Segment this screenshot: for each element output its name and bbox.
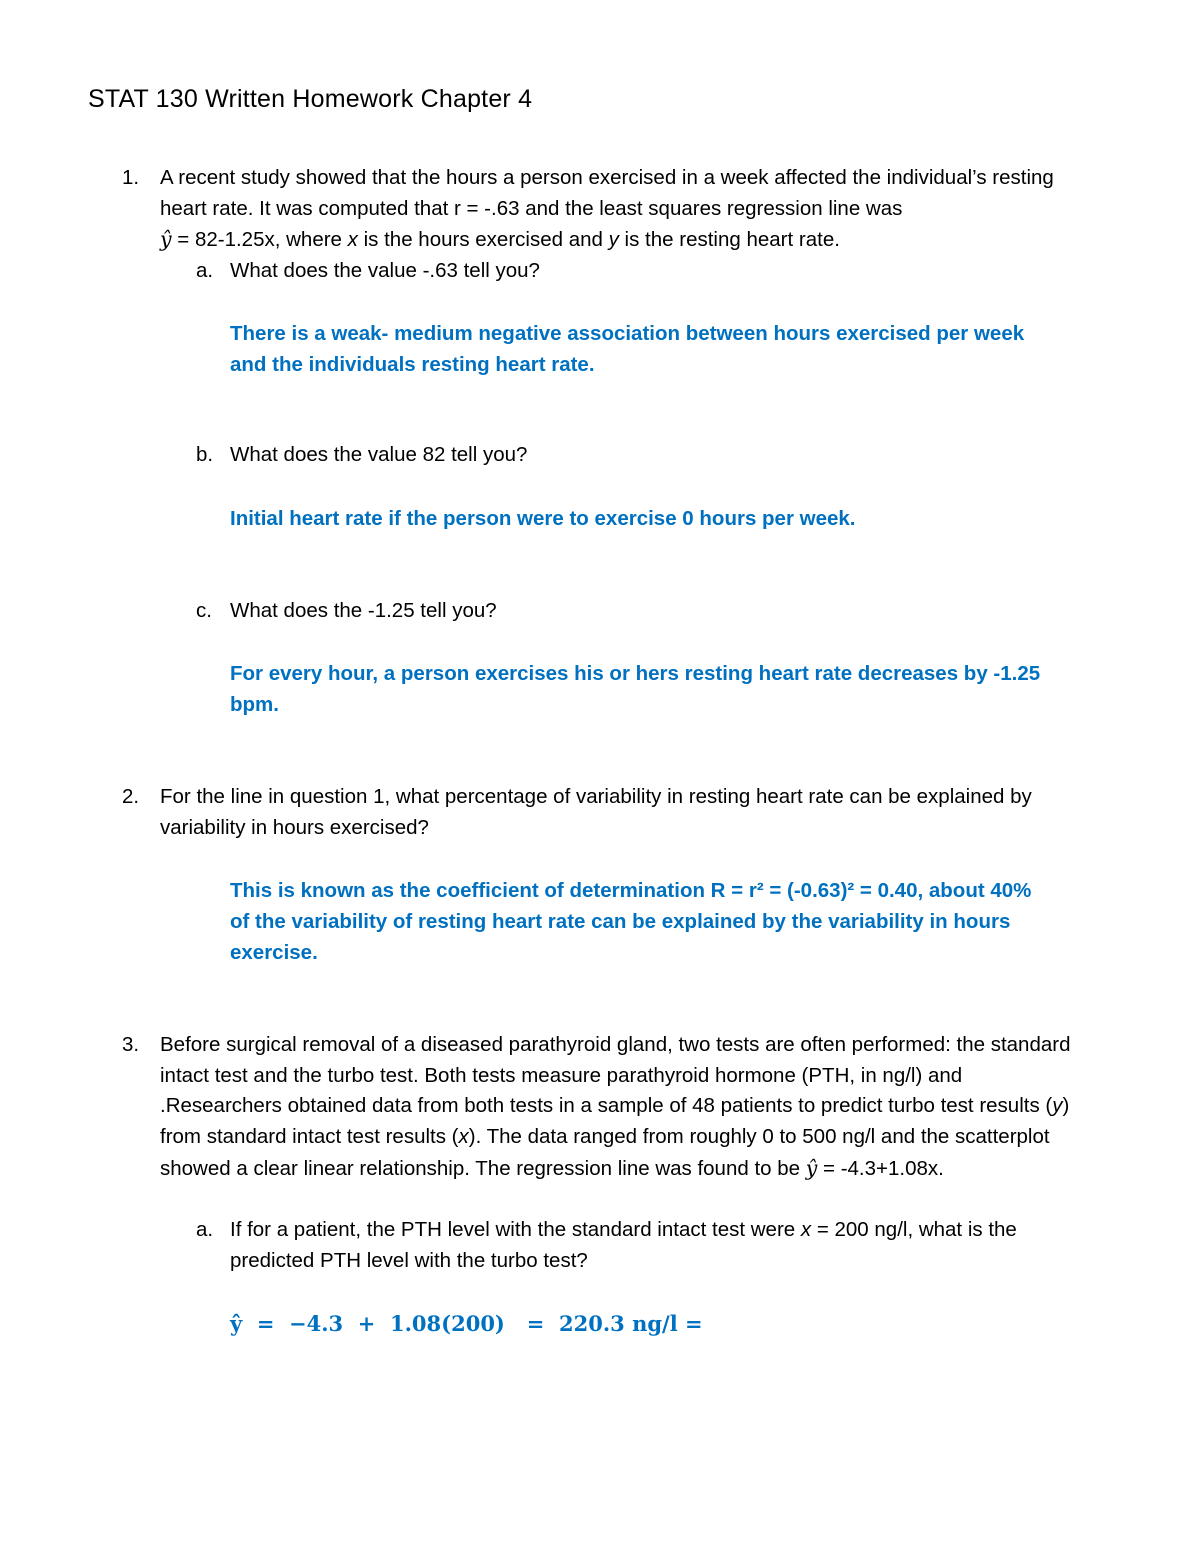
answer-1b: Initial heart rate if the person were to exercise 0 hours per week. (230, 507, 856, 530)
variable-x: x (347, 228, 358, 252)
question-text (160, 163, 1072, 256)
variable-y: y (1052, 1094, 1063, 1118)
question-number: 2. (122, 785, 140, 808)
answer-1a: There is a weak- medium negative association between hours exercised per week and the individuals resting heart rate. (230, 322, 1025, 376)
question-3a (196, 1215, 1056, 1276)
question-text-part: Before surgical removal of a diseased parathyroid gland, two tests are often performed: the standard intact test and the turbo test. Both tests measure parathyroid hormone (PTH, in ng/l) and .Researchers obtained data from both tests in a sample of 48 patients to predict turbo test results ( (160, 1033, 1071, 1118)
question-number: 1. (122, 166, 140, 189)
variable-x: x (800, 1218, 812, 1241)
variable-x: x (458, 1125, 469, 1149)
question-text-part: = -4.3+1.08x. (817, 1156, 944, 1180)
subquestion-text: What does the -1.25 tell you? (230, 599, 497, 622)
question-text-part: is the hours exercised and (357, 228, 609, 252)
answer-3a-equation: ŷ = −4.3 + 1.08(200) = 220.3 ng/l = (230, 1311, 703, 1336)
question-text-part: A recent study showed that the hours a person exercised in a week affected the individual’s resting heart rate. It was computed that r = -.63 and the least squares regression line was (160, 166, 1054, 220)
question-text-part: ). The data ranged from roughly 0 to 500 ng/l and the scatterplot showed a clear linear relationship. The regression line was found to be (160, 1125, 1050, 1180)
question-text-part: If for a patient, the PTH level with the standard intact test were (230, 1218, 801, 1241)
variable-y: y (608, 228, 619, 252)
question-1c (196, 596, 1056, 627)
subquestion-letter: b. (196, 443, 214, 466)
subquestion-letter: a. (196, 259, 214, 282)
subquestion-text: What does the value -.63 tell you? (230, 259, 540, 282)
question-text: For the line in question 1, what percentage of variability in resting heart rate can be explained by variability in hours exercised? (160, 785, 1032, 839)
subquestion-text (230, 1215, 1056, 1276)
y-hat-symbol: ŷ (805, 1155, 818, 1180)
question-text (160, 1030, 1072, 1185)
question-text-part: is the resting heart rate. (618, 228, 840, 252)
question-1b (196, 440, 1056, 471)
question-text-part: ) from standard intact test results ( (160, 1094, 1070, 1149)
question-text-part: = 82-1.25x, where (171, 228, 348, 252)
question-3 (122, 1030, 1072, 1185)
subquestion-letter: a. (196, 1218, 214, 1241)
question-number: 3. (122, 1033, 140, 1056)
y-hat-symbol: ŷ (160, 227, 172, 252)
question-1a (196, 256, 1056, 287)
question-1 (122, 163, 1072, 256)
question-2 (122, 782, 1072, 843)
answer-2: This is known as the coefficient of determination R = r² = (-0.63)² = 0.40, about 40% of the variability of resting heart rate can be explained by the variability in hours exercise. (230, 879, 1032, 964)
answer-1c: For every hour, a person exercises his or hers resting heart rate decreases by -1.25 bpm. (230, 662, 1041, 716)
subquestion-letter: c. (196, 599, 212, 622)
question-text-part: = 200 ng/l, what is the predicted PTH level with the turbo test? (230, 1218, 1017, 1272)
subquestion-text: What does the value 82 tell you? (230, 443, 528, 466)
document-title: STAT 130 Written Homework Chapter 4 (88, 85, 533, 113)
